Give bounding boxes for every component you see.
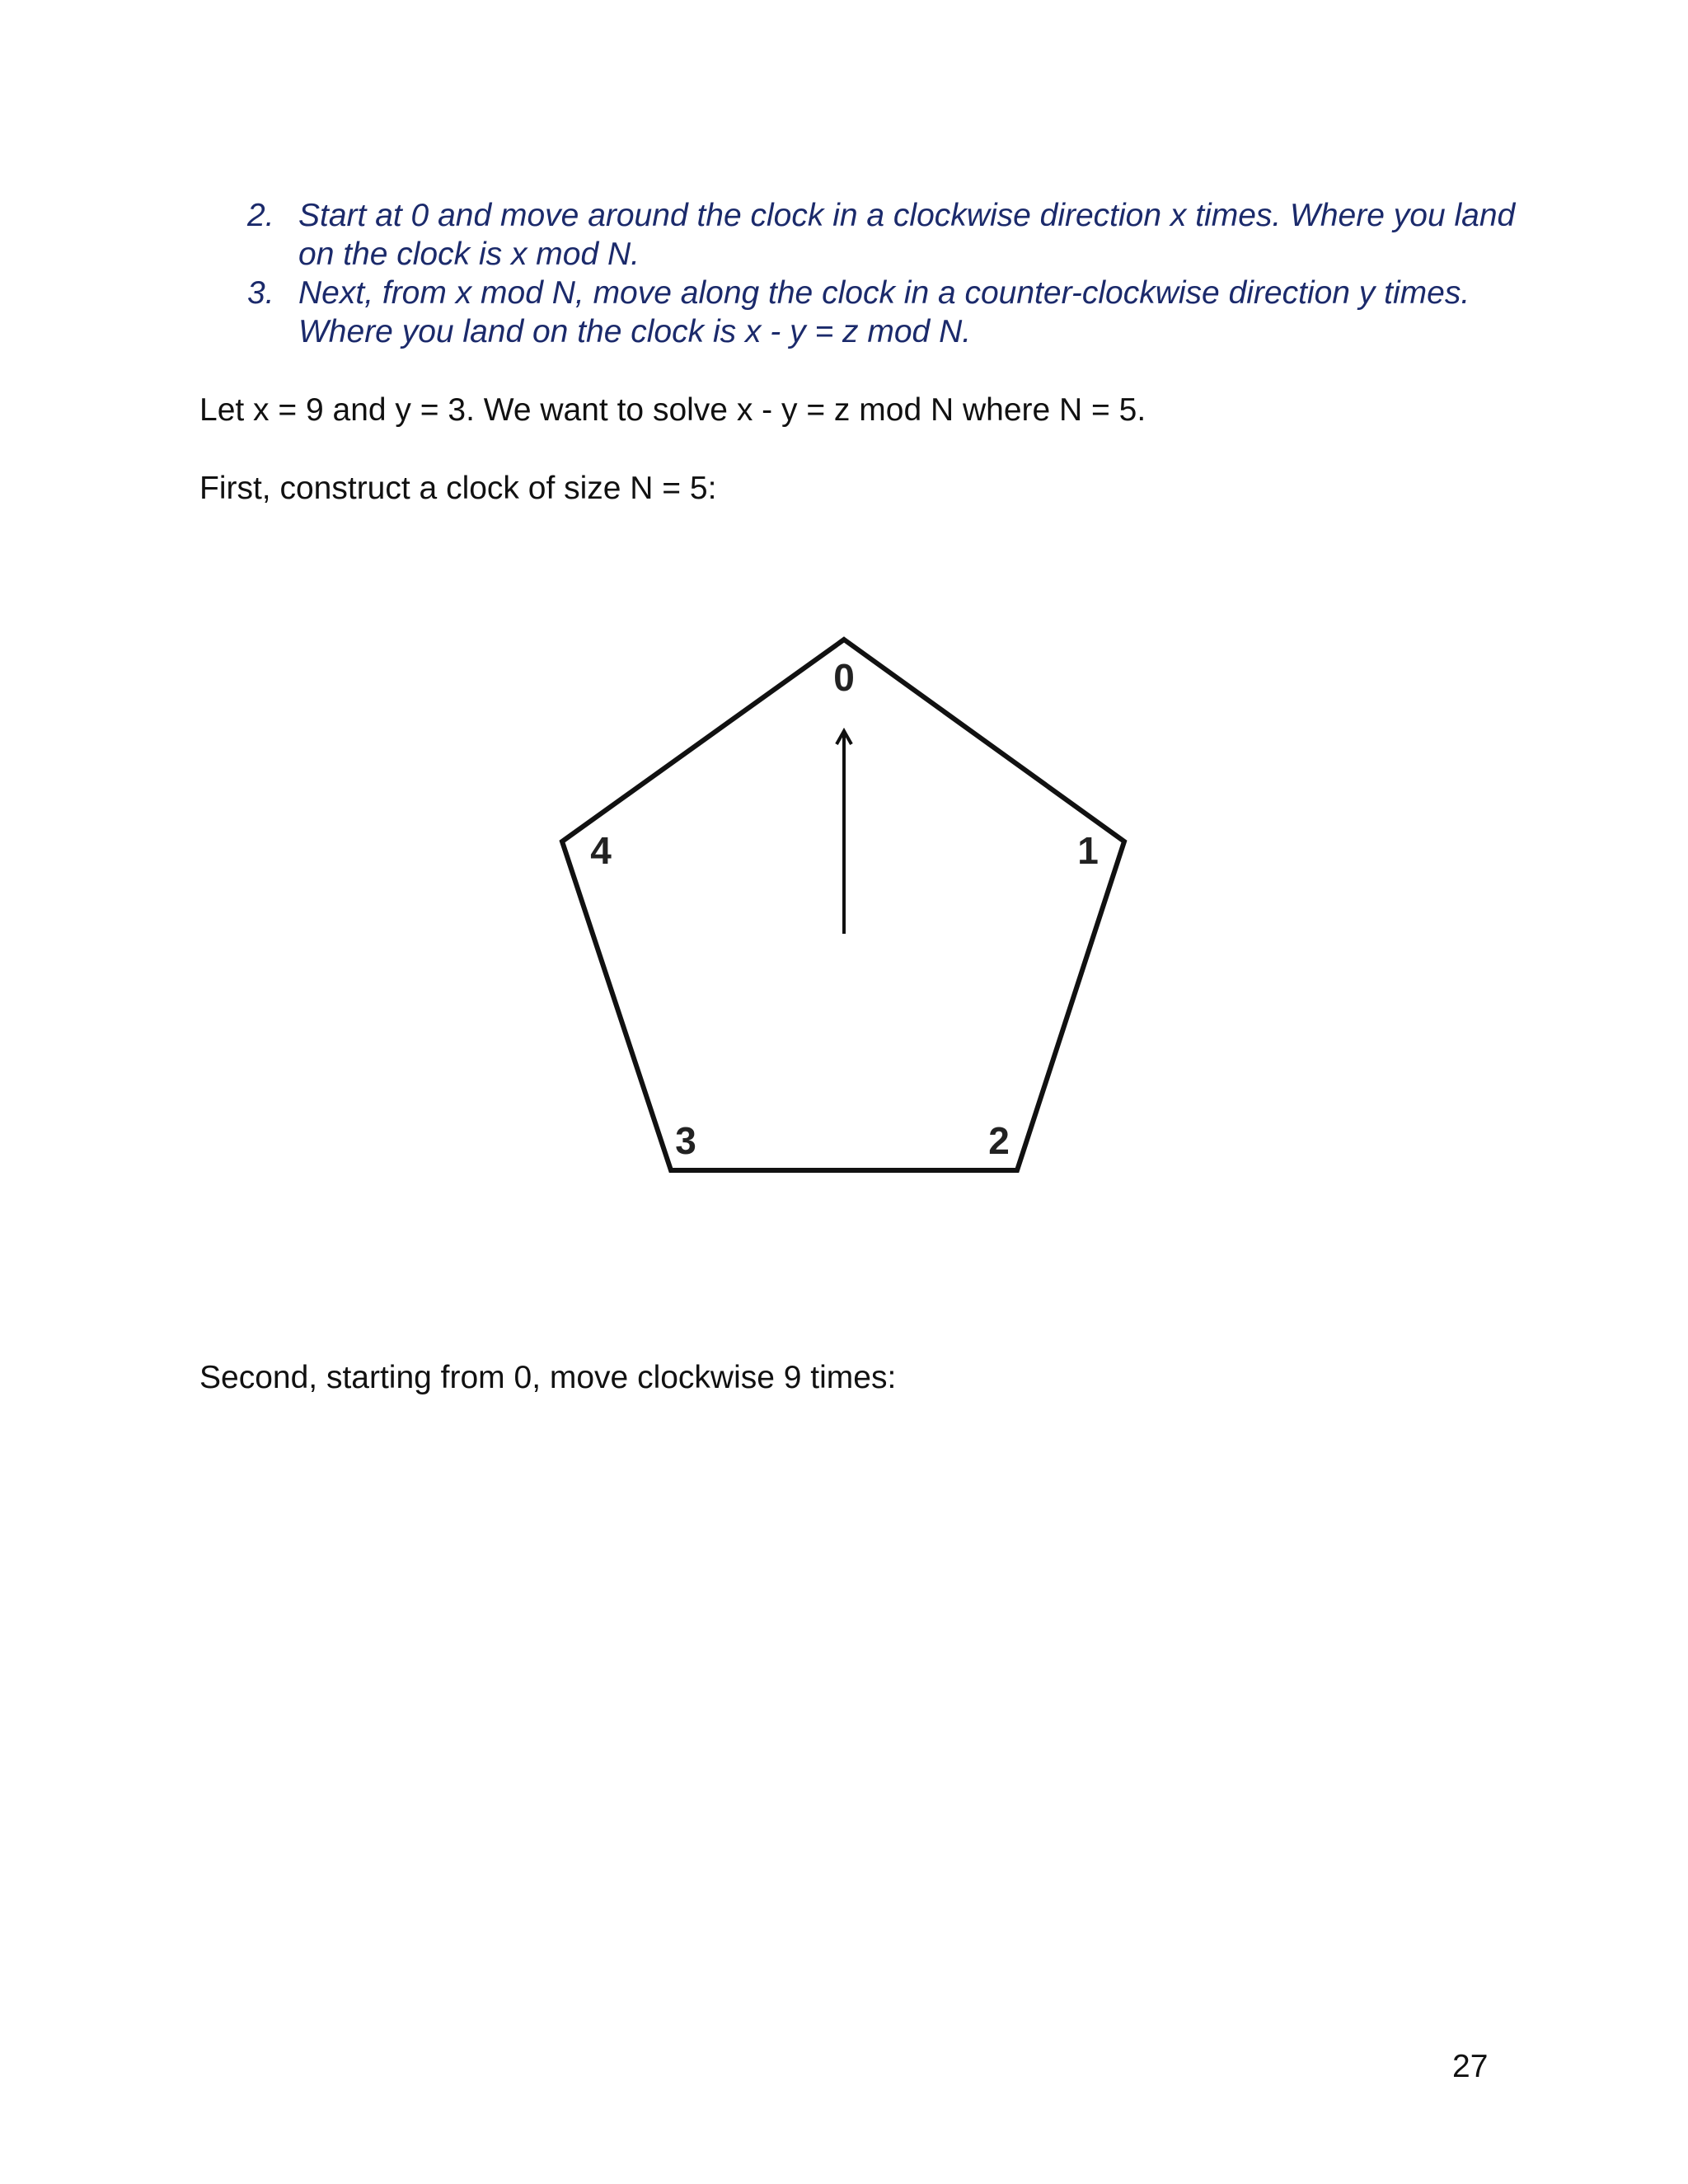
clock-label-3: 3 [675, 1119, 696, 1162]
clock-label-4: 4 [590, 829, 612, 872]
step-text: Next, from x mod N, move along the clock in a counter-clockwise direction y times. Where you land on the clock is x - y = z mod N. [298, 275, 1470, 349]
step-number: 2. [247, 198, 274, 233]
page-number: 27 [1452, 2049, 1489, 2084]
given-values-paragraph: Let x = 9 and y = 3. We want to solve x - y = z mod N where N = 5. [199, 392, 1146, 428]
step-number: 3. [247, 275, 274, 311]
instruction-steps-list [247, 196, 1533, 351]
construct-clock-paragraph: First, construct a clock of size N = 5: [199, 471, 717, 506]
pentagon-clock-outline [562, 640, 1124, 1170]
step-text: Start at 0 and move around the clock in a clockwise direction x times. Where you land on the clock is x mod N. [298, 198, 1516, 272]
move-clockwise-paragraph: Second, starting from 0, move clockwise 9 times: [199, 1360, 897, 1395]
step-item [247, 196, 1533, 274]
clock-label-1: 1 [1077, 829, 1099, 872]
step-item [247, 274, 1533, 351]
clock-hand-arrowhead-icon [837, 731, 851, 744]
clock-label-2: 2 [988, 1119, 1010, 1162]
clock-label-0: 0 [833, 656, 855, 699]
